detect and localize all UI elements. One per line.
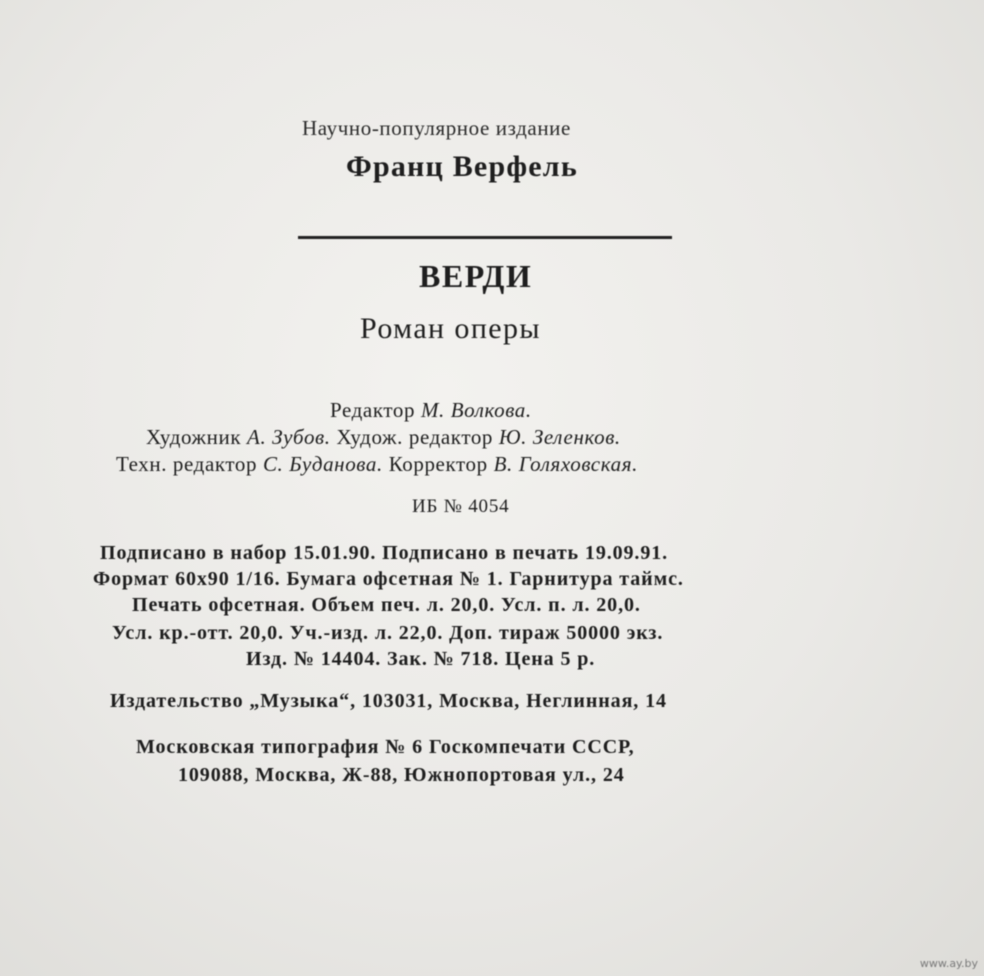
editor-credit xyxy=(330,398,532,423)
print-run: Усл. кр.-отт. 20,0. Уч.-изд. л. 22,0. Доп. тираж 50000 экз. xyxy=(112,622,664,644)
tech-editor-name: С. Буданова. xyxy=(262,452,383,476)
artist-credit xyxy=(146,425,621,450)
edition-type: Научно-популярное издание xyxy=(302,116,571,140)
art-editor-label: Худож. редактор xyxy=(336,425,494,449)
print-dates: Подписано в набор 15.01.90. Подписано в печать 19.09.91. xyxy=(100,542,669,564)
order-price: Изд. № 14404. Зак. № 718. Цена 5 р. xyxy=(246,648,596,670)
printer-address: 109088, Москва, Ж-88, Южнопортовая ул., 24 xyxy=(178,764,625,786)
ib-number: ИБ № 4054 xyxy=(412,496,510,517)
format-paper: Формат 60х90 1/16. Бумага офсетная № 1. Гарнитура таймс. xyxy=(93,568,684,590)
printer-name: Московская типография № 6 Госкомпечати СССР, xyxy=(136,736,635,758)
editor-name: М. Волкова. xyxy=(420,398,532,422)
book-subtitle: Роман оперы xyxy=(360,312,541,345)
tech-editor-credit xyxy=(116,452,638,477)
book-title: ВЕРДИ xyxy=(419,258,533,294)
proofreader-name: В. Голяховская. xyxy=(493,452,638,476)
editor-label: Редактор xyxy=(330,398,416,422)
print-volume: Печать офсетная. Объем печ. л. 20,0. Усл. п. л. 20,0. xyxy=(132,594,641,616)
artist-label: Художник xyxy=(146,425,242,449)
site-watermark: www.ay.by xyxy=(919,957,978,970)
tech-editor-label: Техн. редактор xyxy=(116,452,258,476)
publisher-address: Издательство „Музыка“, 103031, Москва, Неглинная, 14 xyxy=(110,690,667,712)
title-divider xyxy=(298,236,672,239)
proofreader-label: Корректор xyxy=(388,452,488,476)
artist-name: А. Зубов. xyxy=(247,425,331,449)
art-editor-name: Ю. Зеленков. xyxy=(498,425,621,449)
author-name: Франц Верфель xyxy=(346,150,578,183)
